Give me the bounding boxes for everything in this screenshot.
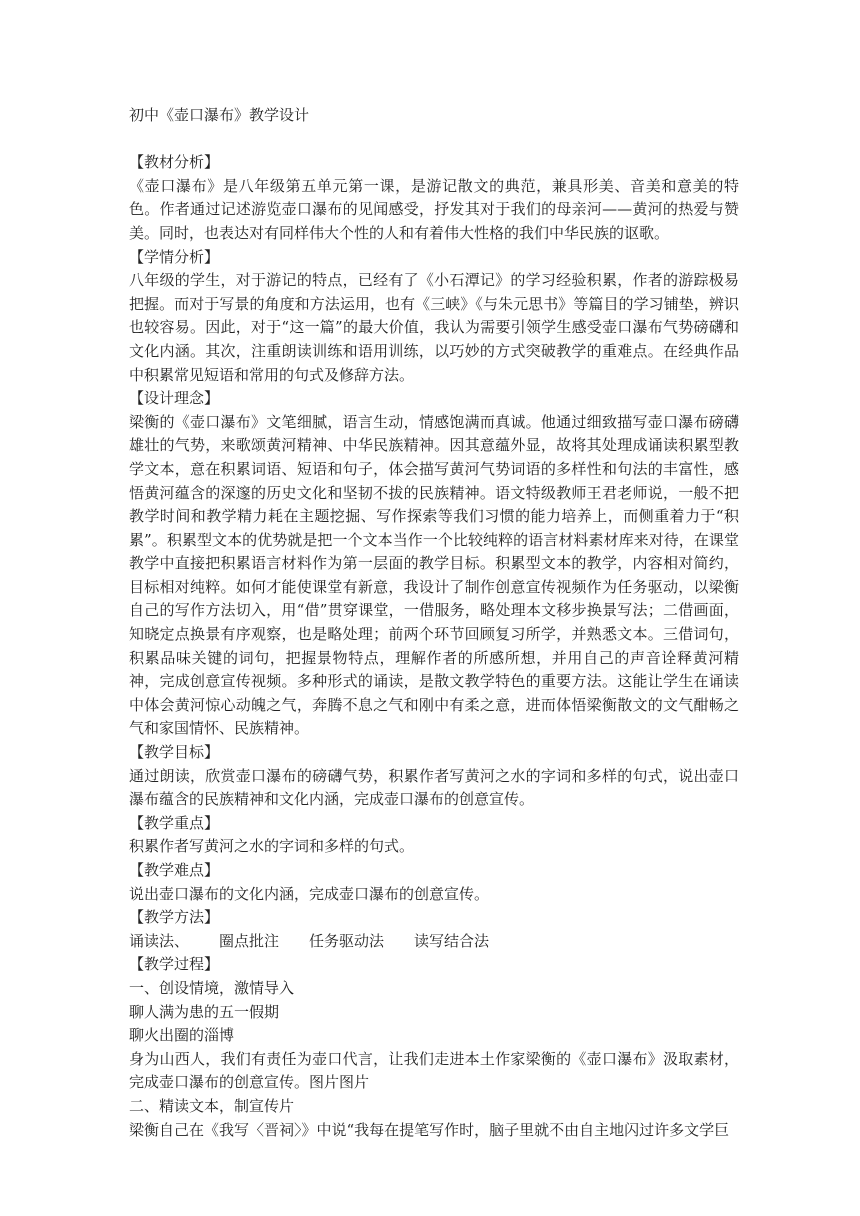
process-line: 聊人满为患的五一假期 xyxy=(129,1002,280,1021)
method-item: 诵读法、 xyxy=(129,931,190,950)
process-line: 聊火出圈的淄博 xyxy=(129,1026,235,1045)
process-line: 身为山西人，我们有责任为壶口代言，让我们走进本土作家梁衡的《壶口瀑布》汲取素材，完成壶口瀑布的创意宣传。图片图片 xyxy=(129,1049,739,1092)
section-paragraph: 《壶口瀑布》是八年级第五单元第一课，是游记散文的典范，兼具形美、音美和意美的特色。作者通过记述游览壶口瀑布的见闻感受，抒发其对于我们的母亲河——黄河的热爱与赞美。同时，也表达对有同样伟大个性的人和有着伟大性格的我们中华民族的讴歌。 xyxy=(129,176,739,242)
section-heading: 【教学目标】 xyxy=(129,743,220,762)
document-body xyxy=(129,104,739,1142)
document-title: 初中《壶口瀑布》教学设计 xyxy=(129,106,310,124)
section-heading: 【学情分析】 xyxy=(129,247,220,266)
teaching-methods-list xyxy=(129,930,739,954)
process-step-heading: 一、创设情境，激情导入 xyxy=(129,978,295,997)
method-item: 圈点批注 xyxy=(219,931,280,950)
section-heading: 【教学方法】 xyxy=(129,908,220,927)
section-paragraph: 梁衡的《壶口瀑布》文笔细腻，语言生动，情感饱满而真诚。他通过细致描写壶口瀑布磅礴雄壮的气势，来歌颂黄河精神、中华民族精神。因其意蕴外显，故将其处理成诵读积累型教学文本，意在积累词语、短语和句子，体会描写黄河气势词语的多样性和句法的丰富性，感悟黄河蕴含的深邃的历史文化和坚韧不拔的民族精神。语文特级教师王君老师说，一般不把教学时间和教学精力耗在主题挖掘、写作探索等我们习惯的能力培养上，而侧重着力于“积累”。积累型文本的优势就是把一个文本当作一个比较纯粹的语言材料素材库来对待，在课堂教学中直接把积累语言材料作为第一层面的教学目标。积累型文本的教学，内容相对简约，目标相对纯粹。如何才能使课堂有新意，我设计了制作创意宣传视频作为任务驱动，以梁衡自己的写作方法切入，用“借”贯穿课堂，一借服务，略处理本文移步换景写法；二借画面，知晓定点换景有序观察，也是略处理；前两个环节回顾复习所学，并熟悉文本。三借词句，积累品味关键的词句，把握景物特点，理解作者的所感所想，并用自己的声音诠释黄河精神，完成创意宣传视频。多种形式的诵读，是散文教学特色的重要方法。这能让学生在诵读中体会黄河惊心动魄之气，奔腾不息之气和刚中有柔之意，进而体悟梁衡散文的文气酣畅之气和家国情怀、民族精神。 xyxy=(129,412,739,738)
process-step-heading: 二、精读文本，制宣传片 xyxy=(129,1096,295,1115)
section-heading: 【教材分析】 xyxy=(129,153,220,172)
method-item: 读写结合法 xyxy=(414,931,490,950)
section-paragraph: 通过朗读，欣赏壶口瀑布的磅礴气势，积累作者写黄河之水的字词和多样的句式，说出壶口瀑布蕴含的民族精神和文化内涵，完成壶口瀑布的创意宣传。 xyxy=(129,766,739,809)
section-paragraph: 八年级的学生，对于游记的特点，已经有了《小石潭记》的学习经验积累，作者的游踪极易把握。而对于写景的角度和方法运用，也有《三峡》《与朱元思书》等篇目的学习铺垫，辨识也较容易。因此，对于“这一篇”的最大价值，我认为需要引领学生感受壶口瀑布气势磅礴和文化内涵。其次，注重朗读训练和语用训练，以巧妙的方式突破教学的重难点。在经典作品中积累常见短语和常用的句式及修辞方法。 xyxy=(129,271,739,384)
section-heading: 【教学难点】 xyxy=(129,861,220,879)
section-paragraph: 说出壶口瀑布的文化内涵，完成壶口瀑布的创意宣传。 xyxy=(129,884,490,903)
section-heading: 【教学重点】 xyxy=(129,813,220,832)
process-line: 梁衡自己在《我写〈晋祠〉》中说“我每在提笔写作时，脑子里就不由自主地闪过许多文学巨 xyxy=(129,1120,730,1139)
section-heading: 【教学过程】 xyxy=(129,955,220,974)
section-heading: 【设计理念】 xyxy=(129,389,220,408)
section-paragraph: 积累作者写黄河之水的字词和多样的句式。 xyxy=(129,837,415,856)
method-item: 任务驱动法 xyxy=(309,931,385,950)
